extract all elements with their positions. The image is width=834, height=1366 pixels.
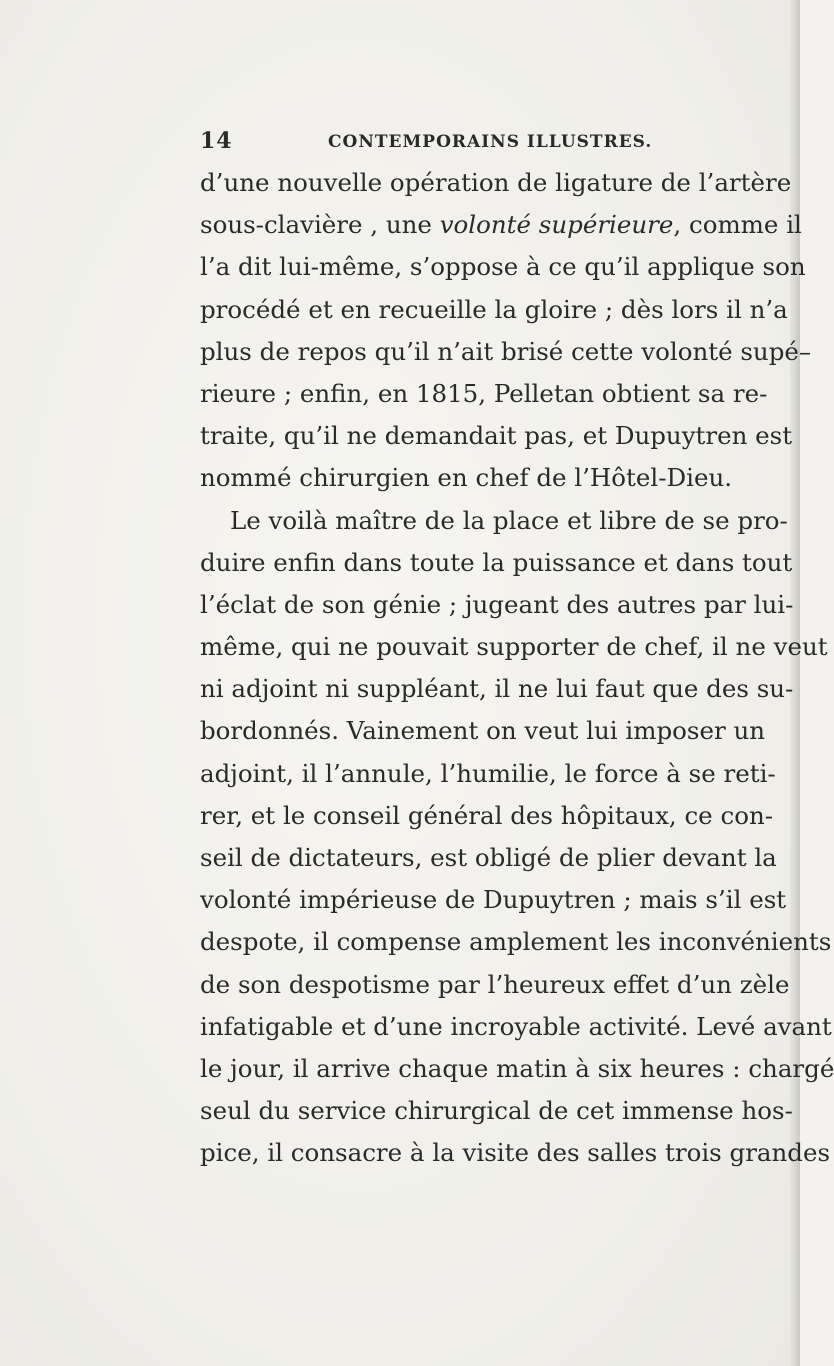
text-line	[200, 626, 828, 668]
text-segment: seil de dictateurs, est obligé de plier devant la	[200, 843, 777, 872]
text-segment: adjoint, il l’annule, l’humilie, le force à se reti-	[200, 758, 776, 788]
text-segment: duire enfin dans toute la puissance et dans tout	[200, 547, 793, 577]
text-line	[200, 457, 760, 499]
text-segment: plus de repos qu’il n’ait brisé cette volonté supé–	[200, 336, 812, 366]
text-segment: rieure ; enfin, en 1815, Pelletan obtient sa re-	[200, 378, 768, 408]
text-segment: nommé chirurgien en chef de l’Hôtel-Dieu.	[200, 463, 733, 493]
text-segment: seul du service chirurgical de cet immense hos-	[200, 1096, 793, 1126]
running-head: CONTEMPORAINS ILLUSTRES.	[328, 132, 653, 152]
text-line	[200, 879, 787, 921]
text-segment: infatigable et d’une incroyable activité. Levé avant	[200, 1011, 832, 1041]
text-line	[200, 921, 832, 963]
text-line	[200, 331, 812, 373]
text-line	[200, 1006, 832, 1048]
text-segment: procédé et en recueille la gloire ; dès lors il n’a	[200, 294, 788, 324]
text-line	[200, 162, 792, 204]
text-segment: l’a dit lui-même, s’oppose à ce qu’il applique son	[200, 252, 806, 282]
text-line	[200, 584, 794, 626]
text-line	[200, 795, 773, 837]
text-line	[200, 837, 777, 879]
text-segment: de son despotisme par l’heureux effet d’un zèle	[200, 969, 790, 999]
text-segment: traite, qu’il ne demandait pas, et Dupuytren est	[200, 421, 793, 451]
page-header	[200, 128, 760, 156]
text-line	[200, 500, 788, 542]
text-segment: l’éclat de son génie ; jugeant des autres par lui-	[200, 589, 794, 619]
text-line	[200, 1048, 834, 1090]
text-segment: ni adjoint ni suppléant, il ne lui faut que des su-	[200, 674, 794, 704]
page-number: 14	[200, 128, 233, 154]
text-segment: bordonnés. Vainement on veut lui imposer un	[200, 716, 766, 746]
text-segment: Le voilà maître de la place et libre de se pro-	[230, 505, 788, 535]
text-line	[200, 246, 806, 288]
text-line	[200, 1132, 831, 1174]
text-line	[200, 964, 790, 1006]
text-segment: pice, il consacre à la visite des salles trois grandes	[200, 1138, 831, 1168]
text-line	[200, 415, 793, 457]
text-segment: d’une nouvelle opération de ligature de l’artère	[200, 168, 792, 197]
text-segment: despote, il compense amplement les inconvénients	[200, 927, 832, 957]
text-segment: , comme il	[673, 210, 802, 240]
text-line	[200, 753, 776, 795]
text-line	[200, 710, 766, 752]
text-line	[200, 668, 794, 710]
text-line	[200, 542, 793, 584]
text-line	[200, 289, 788, 331]
italic-text: volonté supérieure	[439, 210, 674, 240]
text-segment: sous-clavière , une	[200, 210, 440, 240]
text-line	[200, 373, 768, 415]
body-text	[200, 162, 834, 1175]
text-line	[200, 1090, 793, 1132]
text-segment: rer, et le conseil général des hôpitaux, ce con-	[200, 800, 773, 830]
text-segment: le jour, il arrive chaque matin à six heures : chargé	[200, 1053, 834, 1083]
text-segment: volonté impérieuse de Dupuytren ; mais s’il est	[200, 885, 787, 915]
text-segment: même, qui ne pouvait supporter de chef, il ne veut	[200, 632, 828, 662]
text-line	[200, 204, 802, 246]
